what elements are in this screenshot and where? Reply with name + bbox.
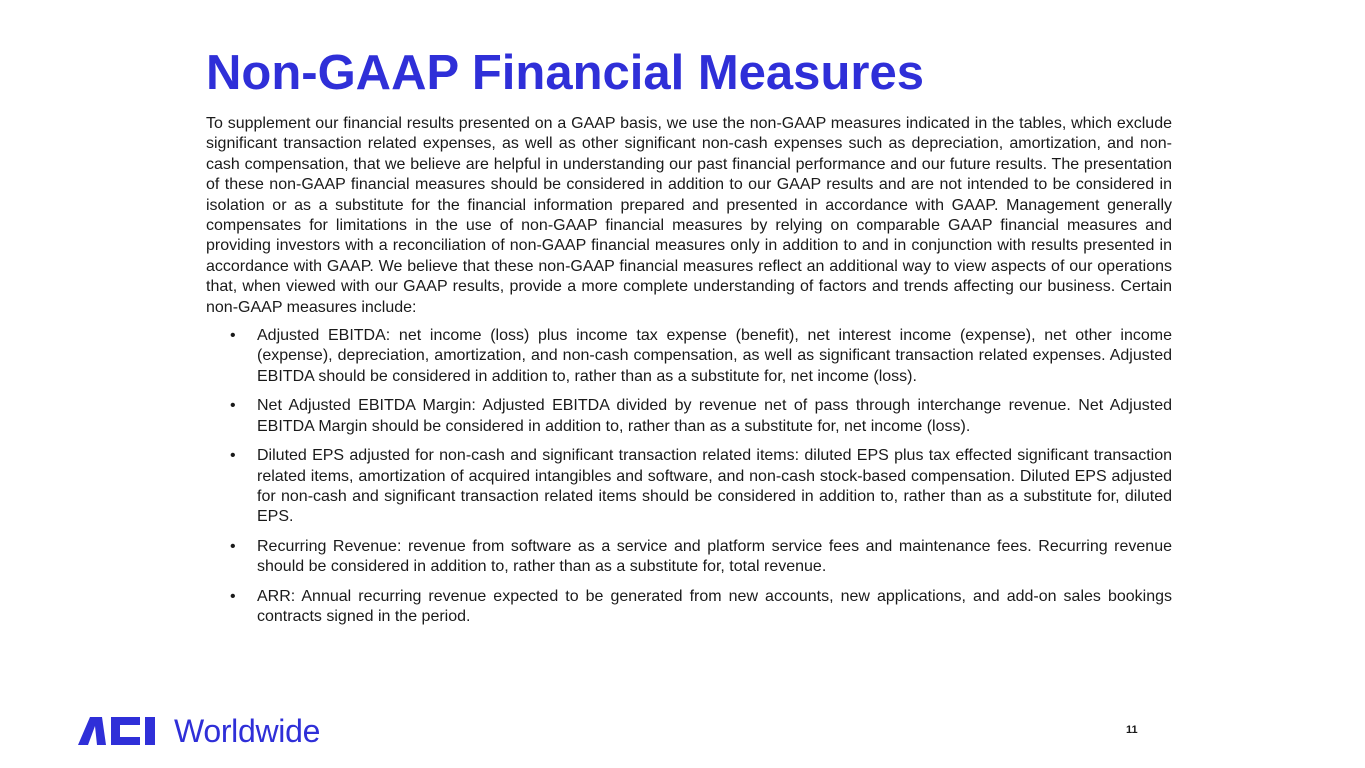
- list-item: [206, 446, 1172, 528]
- intro-paragraph: To supplement our financial results presented on a GAAP basis, we use the non-GAAP measures indicated in the tables, which exclude significant transaction related expenses, as well as other significant non-cash expenses such as depreciation, amortization, and non-cash compensation, that we believe are helpful in understanding our past financial performance and our future results. The presentation of these non-GAAP financial measures should be considered in addition to our GAAP results and are not intended to be considered in isolation or as a substitute for the financial information prepared and presented in accordance with GAAP. Management generally compensates for limitations in the use of non-GAAP financial measures by relying on comparable GAAP financial measures and providing investors with a reconciliation of non-GAAP financial measures only in addition to and in conjunction with results presented in accordance with GAAP. We believe that these non-GAAP financial measures reflect an additional way to view aspects of our operations that, when viewed with our GAAP results, provide a more complete understanding of factors and trends affecting our business. Certain non-GAAP measures include:: [206, 115, 1172, 316]
- list-item-text: Adjusted EBITDA: net income (loss) plus income tax expense (benefit), net interest income (expense), net other income (expense), depreciation, amortization, and non-cash compensation, as well as significant transaction related expenses. Adjusted EBITDA should be considered in addition to, rather than as a substitute for, net income (loss).: [257, 327, 1172, 385]
- aci-logo-mark-icon: [78, 717, 164, 745]
- measures-list: [206, 326, 1172, 627]
- bullet-icon: •: [230, 537, 236, 555]
- list-item-text: Recurring Revenue: revenue from software as a service and platform service fees and maintenance fees. Recurring revenue should be considered in addition to, rather than as a substitute for, total revenue.: [257, 537, 1172, 576]
- list-item-text: Diluted EPS adjusted for non-cash and significant transaction related items: diluted EPS plus tax effected significant transaction related items, amortization of acquired intangibles and software, and non-cash stock-based compensation. Diluted EPS adjusted for non-cash and significant transaction related items should be considered in addition to, rather than as a substitute for, diluted EPS.: [257, 447, 1172, 526]
- list-item: [206, 537, 1172, 578]
- slide-title: Non-GAAP Financial Measures: [206, 46, 924, 100]
- list-item-text: ARR: Annual recurring revenue expected to be generated from new accounts, new applications, and add-on sales bookings contracts signed in the period.: [257, 587, 1172, 625]
- list-item: [206, 396, 1172, 437]
- bullet-icon: •: [230, 587, 236, 605]
- bullet-icon: •: [230, 327, 236, 345]
- slide-body: [206, 114, 1172, 636]
- list-item-text: Net Adjusted EBITDA Margin: Adjusted EBITDA divided by revenue net of pass through interchange revenue. Net Adjusted EBITDA Margin should be considered in addition to, rather than as a substitute for, net income (loss).: [257, 397, 1172, 435]
- page-number: 11: [1126, 724, 1138, 736]
- list-item: [206, 587, 1172, 628]
- bullet-icon: •: [230, 397, 236, 415]
- aci-worldwide-logo: [78, 714, 320, 748]
- list-item: [206, 326, 1172, 387]
- logo-wordmark: Worldwide: [174, 713, 321, 749]
- bullet-icon: •: [230, 447, 236, 465]
